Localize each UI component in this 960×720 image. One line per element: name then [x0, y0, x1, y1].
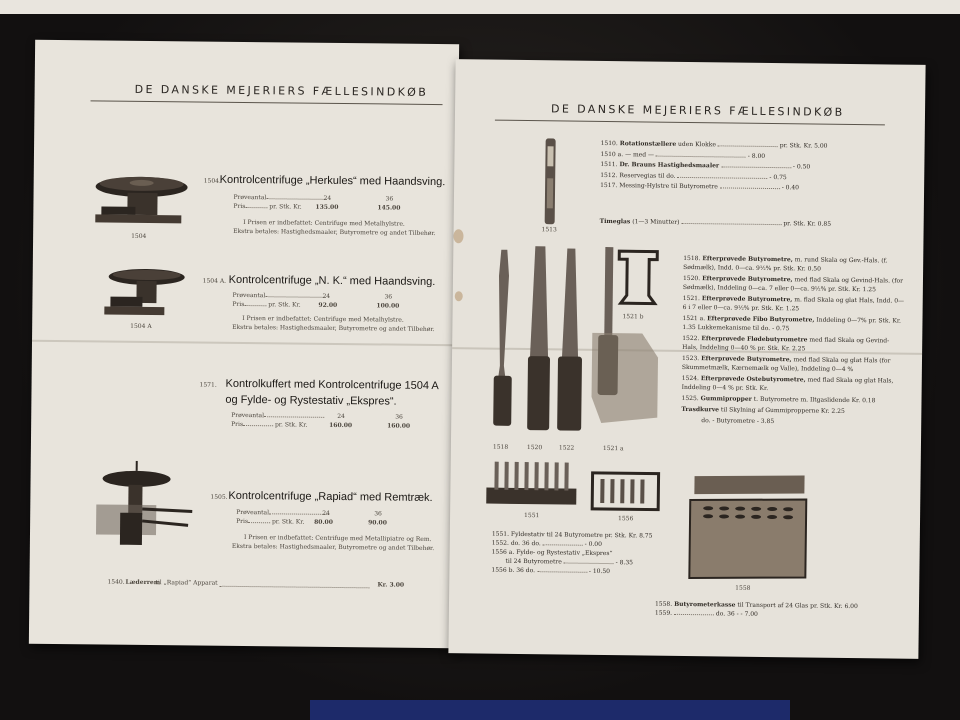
row-label: Prøveantal: [232, 292, 325, 301]
wall-background: [0, 0, 960, 14]
row-label: Prøveantal: [236, 509, 329, 518]
list-item: 1523. Efterprøvede Butyrometre, med flad Skala og glat Hals (for Skummetmælk, Kærnemælk og Valle), Inddeling 0—4 %: [681, 354, 891, 374]
figure-label: 1551: [524, 512, 540, 520]
paper-stain: [453, 229, 463, 243]
figure-label: 1558: [735, 584, 751, 592]
col-head: 36: [384, 293, 393, 301]
list-item: 1552. do. 36 do. - 0.00: [491, 539, 602, 548]
page-fold: [32, 340, 456, 346]
item-note: Ekstra betales: Hastighedsmaaler, Butyrometre og andet Tilbehør.: [231, 542, 435, 553]
price: 80.00: [314, 518, 333, 526]
item-title: Kontrolcentrifuge „Rapiad“ med Remtræk.: [228, 489, 433, 504]
list-item: 1558. Butyrometerkasse til Transport af 24 Glas pr. Stk. Kr. 6.00: [654, 600, 858, 611]
col-head: 24: [322, 509, 330, 517]
price: 90.00: [368, 519, 387, 527]
list-item: 1520. Efterprøvede Butyrometre, med flad Skala og Gevind-Hals. (for Sødmælk), Inddeling 0—ca. 7 eller 0—ca. 9½% pr. Stk. Kr. 1.25: [682, 274, 904, 294]
figure-label: 1504: [131, 232, 147, 240]
box-price-list: [655, 600, 895, 621]
figure-label: 1522: [558, 444, 575, 452]
price: 135.00: [315, 203, 339, 211]
list-item: 1511. Dr. Brauns Hastighedsmaaler - 0.50: [600, 160, 811, 171]
list-item: 1510. Rotationstællere uden Klokke pr. Stk. Kr. 5.00: [600, 139, 828, 150]
item-title: Kontrolcentrifuge „Herkules“ med Haandsving.: [219, 173, 446, 189]
list-item: 1556 a. Fylde- og Rystestativ „Ekspres“: [491, 548, 613, 558]
price: 160.00: [329, 421, 353, 430]
list-item: 1525. Gummipropper t. Butyrometre m. Iltgaslidende Kr. 0.18: [681, 394, 876, 405]
item-note: I Prisen er indbefattet: Centrifuge med Metalhylstre.: [242, 314, 404, 324]
item-code: 1504 A.: [202, 277, 227, 285]
price: 92.00: [318, 301, 338, 309]
list-item: 1524. Efterprøvede Ostebutyrometre, med flad Skala og glat Hals, Inddeling 0—4 % pr. Stk. Kr.: [681, 374, 894, 392]
col-head: 36: [385, 195, 394, 203]
filling-rack-illustration: [484, 458, 581, 511]
list-item: til 24 Butyrometre - 8.35: [505, 557, 634, 567]
item-code: 1571.: [199, 381, 217, 389]
timeglas-line: Timeglas (1—3 Minutter) pr. Stk. Kr. 0.85: [599, 217, 832, 228]
row-label: Pris pr. Stk. Kr.: [233, 202, 302, 211]
row-label: Pris pr. Stk. Kr.: [232, 300, 301, 309]
footer-price: Kr. 3.00: [377, 581, 405, 589]
list-item: 1510 a. — med — - 8.00: [600, 150, 766, 160]
list-item: 1551. Fyldestativ til 24 Butyrometre pr. Stk. Kr. 8.75: [491, 530, 653, 540]
rack-price-list: [491, 530, 682, 577]
page-header: DE DANSKE MEJERIERS FÆLLESINDKØB: [134, 82, 429, 99]
row-label: Pris pr. Stk. Kr.: [236, 517, 305, 526]
list-item: 1522. Efterprøvede Flødebutyrometre med flad Skala og Gevind-Hals, Inddeling 0—40 % pr. Stk. Kr. 2.25: [682, 334, 890, 353]
list-item: Trasdkurve til Skylning af Gummipropperne Kr. 2.25: [681, 405, 845, 415]
col-head: 24: [337, 412, 345, 421]
rotation-counter-illustration: [540, 138, 561, 224]
top-price-list: [600, 139, 901, 195]
item-note: Ekstra betales: Hastighedsmaaler, Butyrometre og andet Tilbehør.: [232, 323, 435, 333]
item-note: Ekstra betales: Hastighedsmaaler, Butyrometre og andet Tilbehør.: [233, 227, 436, 237]
item-note: I Prisen er indbefattet: Centrifuge med Metallipiatre og Rem.: [243, 534, 432, 543]
nk-centrifuge-illustration: [102, 263, 187, 324]
ekspres-stand-illustration: [590, 467, 661, 514]
list-item: 1521 a. Efterprøvede Fibo Butyrometre, Inddeling 0—7% pr. Stk. Kr. 1.35 Lukkemekanisme til do. - 0.75: [682, 314, 902, 333]
item-code: 1505.: [210, 493, 228, 501]
list-item: 1556 b. 36 do. - 10.50: [491, 566, 611, 576]
footer-name: Læderrem: [125, 578, 161, 587]
figure-label: 1513: [541, 226, 557, 234]
col-head: 24: [322, 292, 331, 300]
figure-label: 1504 A: [130, 322, 152, 331]
header-rule: [91, 100, 443, 105]
left-catalog-page: [29, 40, 459, 648]
list-item: 1518. Efterprøvede Butyrometre, m. rund Skala og Gev.-Hals. (f. Sødmælk), Indd. 0—ca. 9½% pr. Stk. Kr. 0.50: [683, 254, 888, 273]
butyrometer-price-list: [681, 254, 905, 428]
footer-code: 1540.: [107, 578, 125, 586]
price: 100.00: [376, 302, 400, 310]
figure-label: 1521 a: [602, 444, 624, 453]
item-title: Kontrolkuffert med Kontrolcentrifuge 1504 A: [225, 377, 439, 393]
col-head: 36: [395, 413, 403, 421]
paper-stain: [455, 291, 463, 301]
herkules-centrifuge-illustration: [91, 168, 188, 231]
list-item: 1512. Reservegias til do. - 0.75: [600, 171, 787, 181]
header-rule: [495, 120, 885, 126]
figure-label: 1521 b: [622, 313, 644, 321]
footer-rest: til „Rapiad“ Apparat: [155, 579, 218, 587]
figure-label: 1556: [618, 515, 634, 523]
figure-label: 1518: [492, 443, 509, 451]
row-label: Pris pr. Stk. Kr.: [231, 420, 308, 429]
price: 145.00: [377, 204, 401, 212]
leader-dots: [219, 586, 369, 589]
item-code: 1504.: [203, 177, 221, 185]
col-head: 36: [374, 510, 382, 518]
right-catalog-page: [448, 59, 925, 659]
list-item: 1559. do. 36 - - 7.00: [654, 609, 758, 618]
col-head: 24: [323, 194, 332, 202]
rapiad-centrifuge-illustration: [92, 460, 197, 553]
list-item: 1517. Messing-Hylstre til Butyrometre - 0.40: [600, 181, 800, 192]
item-note: I Prisen er indbefattet: Centrifuge med Metalhylstre.: [243, 218, 405, 228]
list-item: do. - Butyrometre - 3.85: [701, 417, 775, 426]
price: 160.00: [387, 422, 411, 430]
butyrometer-box-illustration: [685, 472, 810, 582]
page-header: DE DANSKE MEJERIERS FÆLLESINDKØB: [550, 102, 845, 119]
list-item: 1521. Efterprøvede Butyrometre, m. flad Skala og glat Hals, Indd. 0—6 i 7 eller 0—ca. 9½% pr. Stk. Kr. 1.25: [682, 294, 905, 313]
clamp-illustration: [613, 247, 664, 310]
item-title-line2: og Fylde- og Rystestativ „Ekspres“.: [225, 393, 397, 408]
item-title: Kontrolcentrifuge „N. K.“ med Haandsving.: [228, 273, 436, 288]
figure-label: 1520: [526, 444, 543, 452]
blue-fabric-strip: [310, 700, 790, 720]
row-label: Prøveantal: [233, 194, 326, 203]
row-label: Prøveantal: [231, 412, 324, 421]
